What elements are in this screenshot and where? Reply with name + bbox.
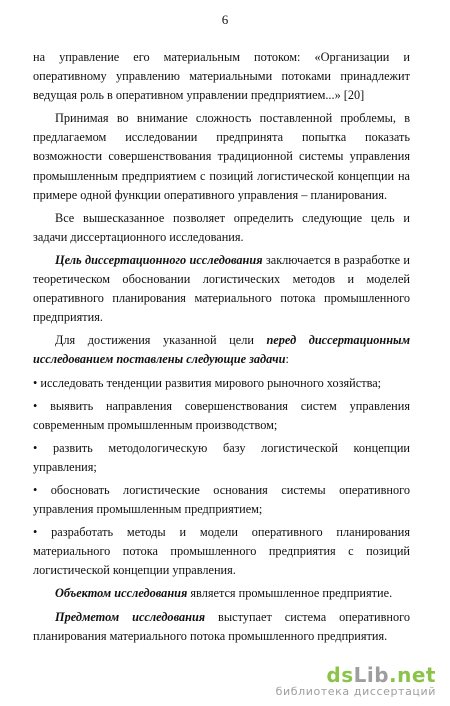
task-item-4: • обосновать логистические основания системы оперативного управления промышленным предприятием;: [33, 481, 410, 519]
paragraph-quote: на управление его материальным потоком: «Организации и оперативному управлению материальными потоками принадлежит ведущая роль в оперативном управлении предприятием...» [20]: [33, 50, 410, 103]
paragraph-goal: [33, 251, 410, 327]
dslib-subtitle: библиотека диссертаций: [275, 685, 436, 698]
dslib-watermark[interactable]: [276, 663, 436, 698]
tasks-intro-text: Для достижения указанной цели: [55, 333, 267, 348]
paragraph-goals-intro: Все вышесказанное позволяет определить следующие цель и задачи диссертационного исследования.: [33, 210, 410, 244]
dslib-logo: dsLib.net: [326, 663, 436, 687]
paragraph-subject: [33, 608, 410, 646]
object-term: Объектом исследования: [55, 586, 188, 601]
goal-term: Цель диссертационного исследования: [55, 252, 263, 267]
tasks-intro-colon: :: [285, 352, 289, 367]
document-body: [33, 48, 410, 646]
page-number: 6: [221, 12, 229, 27]
object-text: является промышленное предприятие.: [187, 586, 393, 601]
paragraph-problem: Принимая во внимание сложность поставленной проблемы, в предлагаемом исследовании предпринята попытка показать возможности совершенствования традиционной системы управления промышленным предприятием с позиций логистической концепции на примере одной функции оперативного управления – планирования.: [33, 111, 410, 202]
goal-text: заключается в разработке и теоретическом обосновании логистических методов и моделей оперативного планирования материального потока промышленного предприятия.: [33, 252, 410, 325]
subject-text: выступает система оперативного планирования материального потока промышленного предприятия.: [33, 609, 410, 643]
paragraph-tasks-intro: [33, 331, 410, 369]
task-item-3: • развить методологическую базу логистической концепции управления;: [33, 439, 410, 477]
task-item-1: • исследовать тенденции развития мирового рыночного хозяйства;: [33, 374, 410, 393]
tasks-intro-emphasis: перед диссертационным исследованием поставлены следующие задачи: [33, 333, 410, 367]
task-item-2: • выявить направления совершенствования систем управления современным промышленным производством;: [33, 397, 410, 435]
paragraph-object: [33, 584, 410, 603]
subject-term: Предметом исследования: [55, 609, 206, 624]
task-item-5: • разработать методы и модели оперативного планирования материального потока промышленного предприятия с позиций логистической концепции управления.: [33, 523, 410, 580]
